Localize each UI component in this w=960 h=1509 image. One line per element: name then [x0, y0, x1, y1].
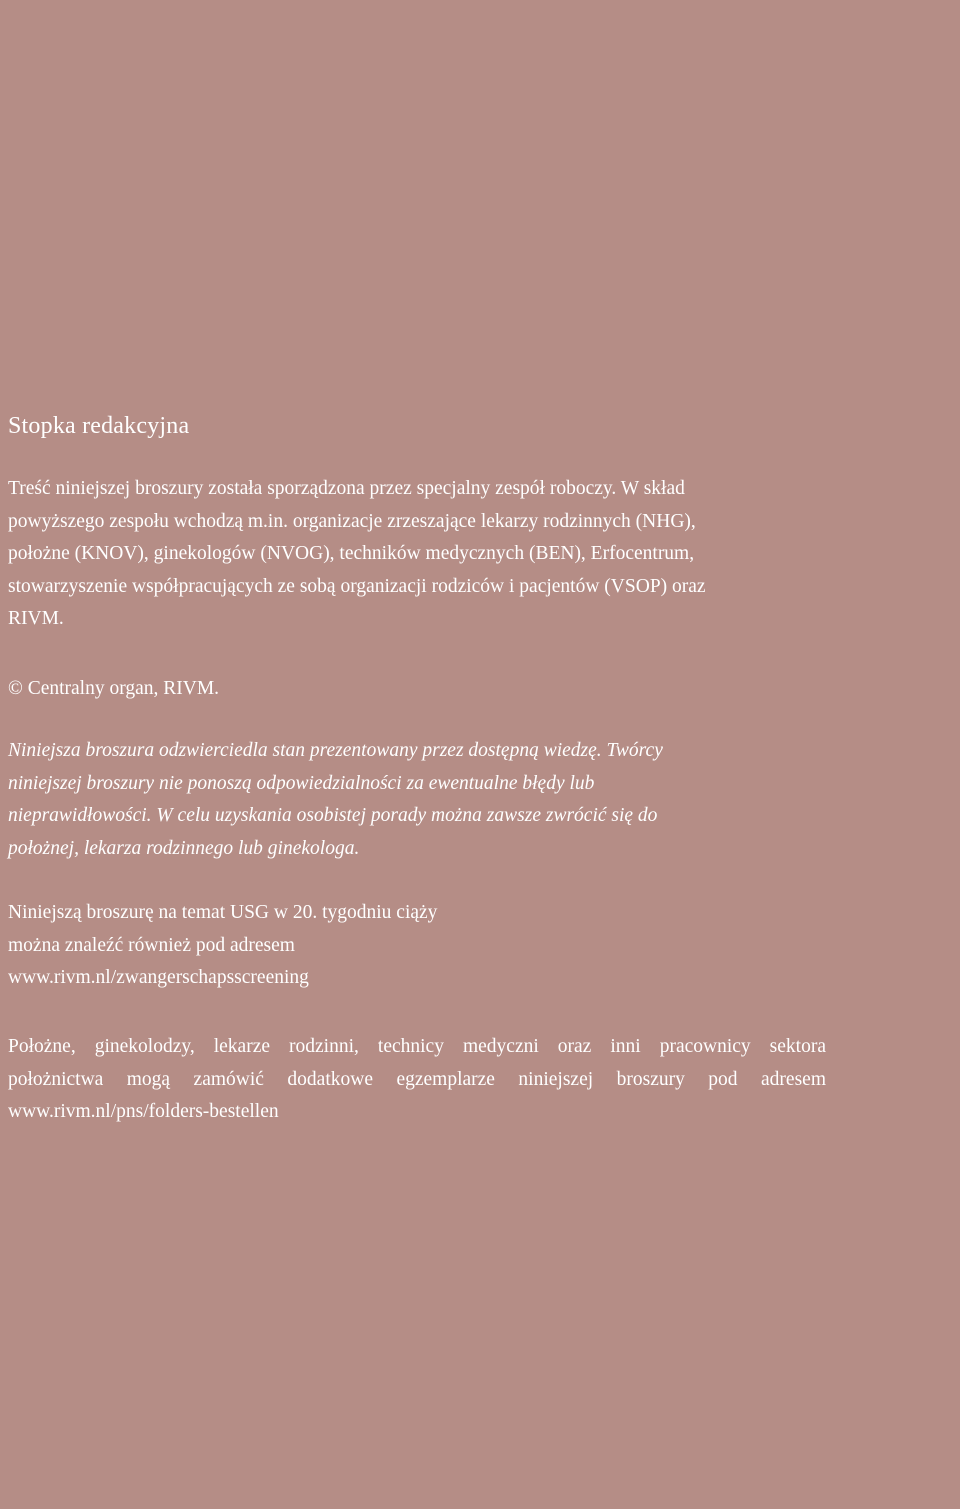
team-line: stowarzyszenie współpracujących ze sobą organizacji rodziców i pacjentów (VSOP) oraz [8, 575, 706, 597]
team-line: RIVM. [8, 608, 64, 629]
screening-url: www.rivm.nl/zwangerschapsscreening [8, 967, 309, 988]
ordering-paragraph [8, 1031, 826, 1129]
team-paragraph [8, 473, 706, 636]
ordering-line: Położne, ginekolodzy, lekarze rodzinni, technicy medyczni oraz inni pracownicy sektora [8, 1036, 826, 1057]
copyright-paragraph [8, 673, 219, 706]
team-line: położne (KNOV), ginekologów (NVOG), techników medycznych (BEN), Erfocentrum, [8, 543, 695, 564]
online-info-paragraph [8, 897, 437, 995]
team-line: Treść niniejszej broszury została sporządzona przez specjalny zespół roboczy. W skład [8, 478, 685, 499]
page-title: Stopka redakcyjna [8, 413, 190, 439]
ordering-url: www.rivm.nl/pns/folders-bestellen [8, 1101, 279, 1122]
team-line: powyższego zespołu wchodzą m.in. organizacje zrzeszające lekarzy rodzinnych (NHG), [8, 510, 696, 532]
disclaimer-line: położnej, lekarza rodzinnego lub ginekologa. [8, 837, 360, 859]
disclaimer-paragraph [8, 735, 663, 865]
copyright-text: © Centralny organ, RIVM. [8, 678, 220, 699]
ordering-line: położnictwa mogą zamówić dodatkowe egzemplarze niniejszej broszury pod adresem [8, 1068, 826, 1090]
online-info-line: można znaleźć również pod adresem [8, 934, 295, 956]
online-info-line: Niniejszą broszurę na temat USG w 20. tygodniu ciąży [8, 902, 438, 923]
disclaimer-line: Niniejsza broszura odzwierciedla stan prezentowany przez dostępną wiedzę. Twórcy [8, 740, 663, 761]
disclaimer-line: niniejszej broszury nie ponoszą odpowiedzialności za ewentualne błędy lub [8, 772, 595, 794]
disclaimer-line: nieprawidłowości. W celu uzyskania osobistej porady można zawsze zwrócić się do [8, 805, 658, 826]
